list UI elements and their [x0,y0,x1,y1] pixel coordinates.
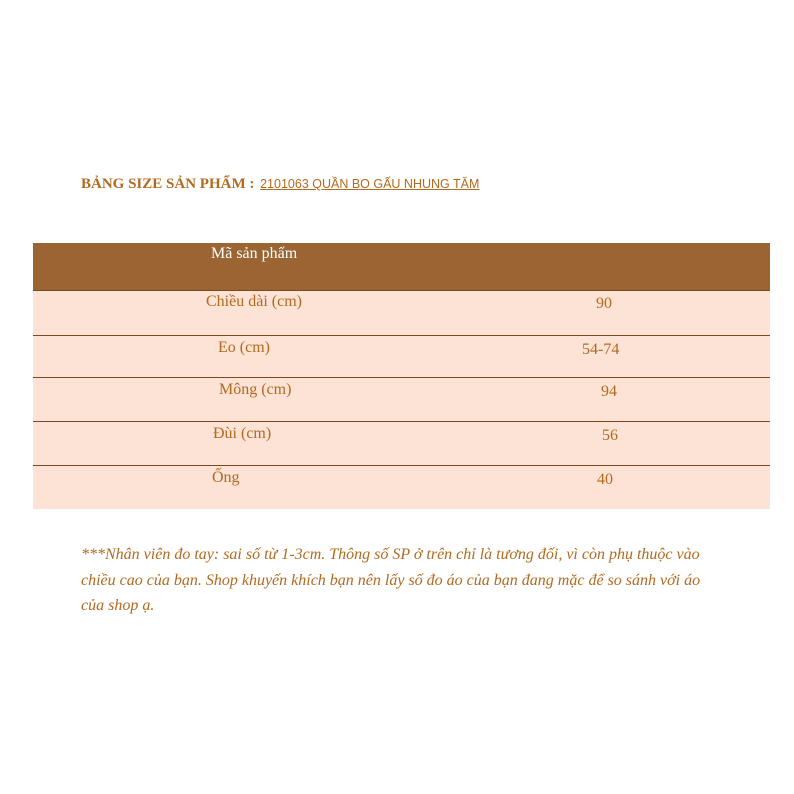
row-label: Mông (cm) [219,381,292,398]
row-value: 54-74 [582,341,620,358]
product-name: 2101063 QUẦN BO GẤU NHUNG TĂM [260,177,480,191]
table-row [33,422,770,466]
row-label: Đùi (cm) [213,425,272,442]
row-value: 94 [601,383,617,400]
page-title [81,176,479,193]
row-label: Chiều dài (cm) [206,293,302,310]
table-row [33,336,770,378]
table-header [33,243,770,291]
table-row [33,466,770,509]
row-label: Eo (cm) [218,339,270,356]
measurement-note: ***Nhân viên đo tay: sai số từ 1-3cm. Thông số SP ở trên chỉ là tương đối, vì còn phụ thuộc vào chiều cao của bạn. Shop khuyến khích bạn nên lấy số đo áo của bạn đang mặc để so sánh với áo của shop ạ. [81,546,701,614]
header-product-code: Mã sản phẩm [211,245,298,262]
row-value: 40 [597,471,613,488]
row-value: 90 [596,295,612,312]
row-value: 56 [602,427,618,444]
size-chart-label: BẢNG SIZE SẢN PHẨM : [81,176,255,192]
table-row [33,291,770,336]
table-row [33,378,770,422]
size-table [33,243,770,509]
row-label: Ống [212,469,240,486]
